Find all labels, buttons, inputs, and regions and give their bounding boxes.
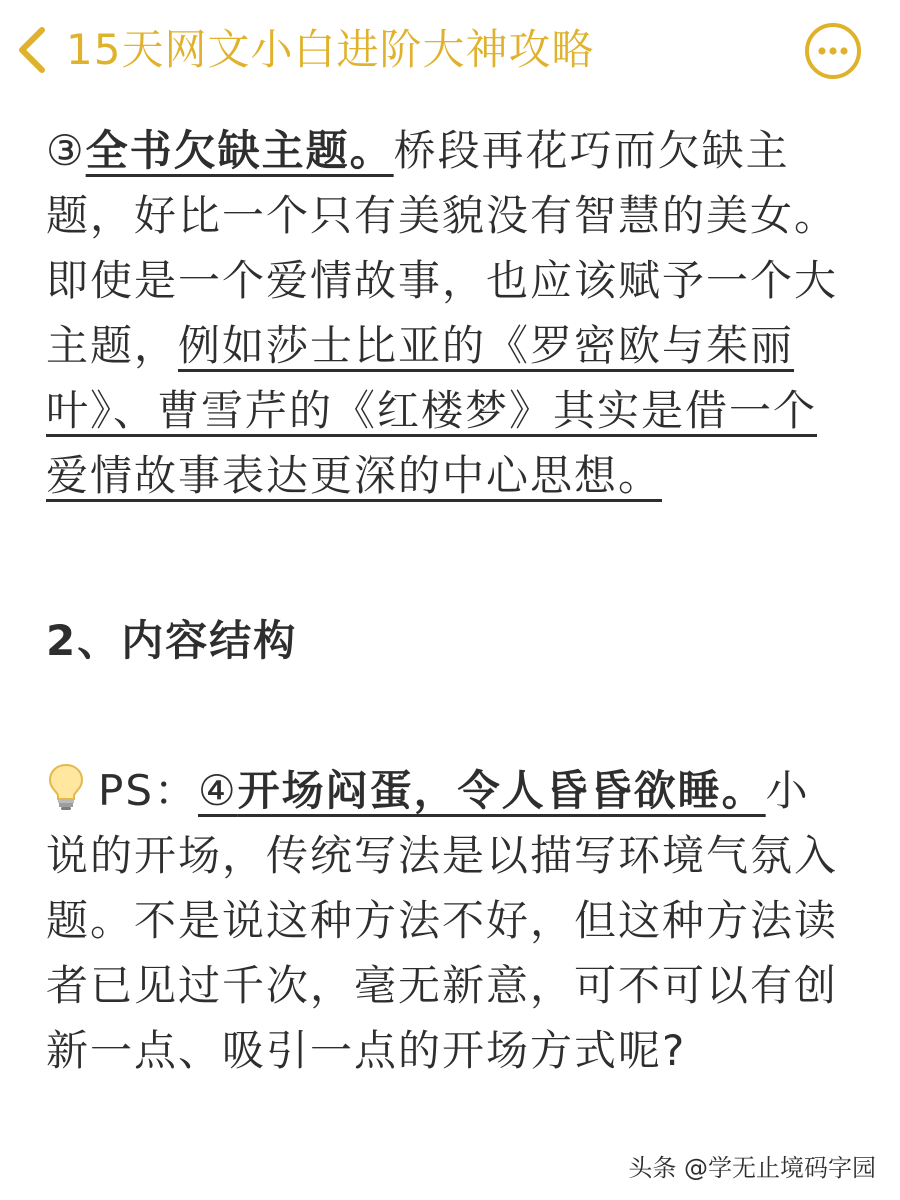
page-title: 15天网文小白进阶大神攻略 xyxy=(66,25,595,74)
section-3-number: ③ xyxy=(46,126,86,175)
more-dots-icon xyxy=(804,22,862,80)
source-watermark: 头条 @学无止境码字园 xyxy=(628,1154,876,1182)
chevron-left-icon xyxy=(10,22,54,78)
section-3-text: 桥段再花巧而欠缺主题，好比一个只有美貌没有智慧的美女。即使是一个爱情故事，也应该赋予一个大主题， xyxy=(46,126,839,370)
lightbulb-icon xyxy=(46,761,86,813)
section-heading: 2、内容结构 xyxy=(46,616,298,665)
ps-text: 小说的开场，传统写法是以描写环境气氛入题。不是说这种方法不好，但这种方法读者已见过千次，毫无新意，可不可以有创新一点、吸引一点的开场方式呢? xyxy=(46,766,839,1075)
note-content xyxy=(46,118,846,1083)
nav-header xyxy=(0,0,900,100)
ps-number: ④ xyxy=(198,766,238,815)
section-3-paragraph xyxy=(46,118,846,508)
ps-paragraph xyxy=(46,758,846,1083)
ps-prefix: PS： xyxy=(98,766,198,815)
section-3-example: 例如莎士比亚的《罗密欧与茱丽叶》、曹雪芹的《红楼梦》其实是借一个爱情故事表达更深的中心思想。 xyxy=(46,321,818,500)
back-button[interactable] xyxy=(10,22,54,78)
more-options-button[interactable] xyxy=(804,22,862,80)
section-3-title: 全书欠缺主题。 xyxy=(85,126,394,175)
ps-title: 开场闷蛋，令人昏昏欲睡。 xyxy=(237,766,766,815)
